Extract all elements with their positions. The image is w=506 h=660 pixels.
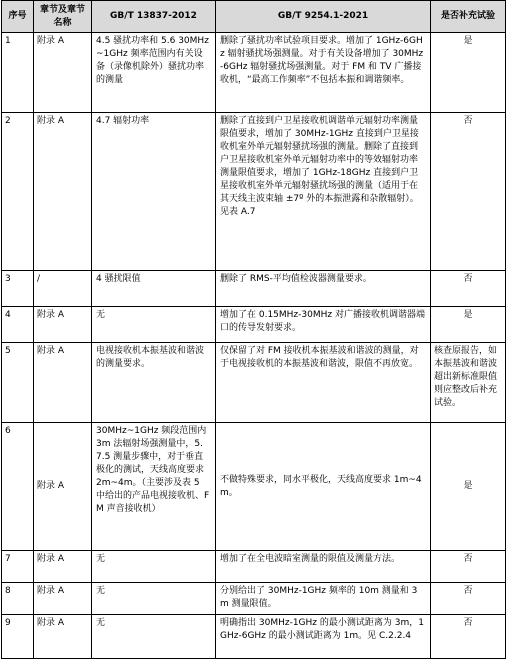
table-row [2, 33, 506, 113]
row-supplement: 否 [431, 271, 506, 307]
row-new-standard: 增加了在全电波暗室测量的限值及测量方法。 [216, 551, 431, 583]
row-supplement: 否 [431, 615, 506, 659]
table-row [2, 615, 506, 659]
row-chapter: 附录 A [34, 615, 92, 659]
row-old-standard: 无 [92, 307, 216, 343]
row-new-standard: 分别给出了 30MHz-1GHz 频率的 10m 测量和 3m 测量限值。 [216, 583, 431, 615]
row-chapter: 附录 A [34, 583, 92, 615]
table-header-row [2, 1, 506, 33]
row-supplement: 是 [431, 423, 506, 551]
table-row [2, 423, 506, 551]
table-row [2, 307, 506, 343]
row-chapter: 附录 A [34, 113, 92, 271]
table-row [2, 113, 506, 271]
row-chapter: 附录 A [34, 343, 92, 423]
row-supplement: 核查原报告，如本振基波和谐波超出新标准限值则应整改后补充试验。 [431, 343, 506, 423]
row-new-standard: 删除了 RMS-平均值检波器测量要求。 [216, 271, 431, 307]
row-old-standard: 30MHz~1GHz 频段范围内 3m 法辐射场强测量中，5.7.5 测量步骤中，对于垂直极化的测试，天线高度要求 2m~4m。（主要涉及表 5 中给出的产品电视接收机、FM 声音接收机） [92, 423, 216, 551]
row-no: 2 [2, 113, 34, 271]
table-row [2, 551, 506, 583]
row-new-standard: 删除了骚扰功率试验项目要求。增加了 1GHz-6GHz 辐射骚扰场强测量。对于有关设备增加了 30MHz-6GHz 辐射骚扰场强测量。对于 FM 和 TV 广播接收机，“最高工作频率”不包括本振和调谐频率。 [216, 33, 431, 113]
row-new-standard: 删除了直接到户卫星接收机调谐单元辐射功率测量限值要求，增加了 30MHz-1GHz 直接到户卫星接收机室外单元辐射骚扰场强的测量。删除了直接到户卫星接收机室外单元辐射功率中的等效辐射功率测量限值要求，增加了 1GHz-18GHz 直接到户卫星接收机室外单元辐射骚扰场强的测量（适用于在其天线主波束轴 ±7º 外的本振泄露和杂散辐射）。见表 A.7 [216, 113, 431, 271]
row-chapter: 附录 A [34, 33, 92, 113]
row-no: 3 [2, 271, 34, 307]
comparison-table [1, 0, 506, 659]
row-old-standard: 4.5 骚扰功率和 5.6 30MHz~1GHz 频率范围内有关设备（录像机除外）骚扰功率的测量 [92, 33, 216, 113]
row-no: 8 [2, 583, 34, 615]
row-supplement: 是 [431, 33, 506, 113]
header-old-standard: GB/T 13837-2012 [92, 1, 216, 33]
row-supplement: 是 [431, 307, 506, 343]
row-no: 1 [2, 33, 34, 113]
row-chapter: 附录 A [34, 551, 92, 583]
row-no: 7 [2, 551, 34, 583]
header-no: 序号 [2, 1, 34, 33]
row-chapter: 附录 A [34, 307, 92, 343]
row-no: 4 [2, 307, 34, 343]
row-no: 5 [2, 343, 34, 423]
row-supplement: 否 [431, 113, 506, 271]
header-supplement: 是否补充试验 [431, 1, 506, 33]
row-no: 9 [2, 615, 34, 659]
row-new-standard: 明确指出 30MHz-1GHz 的最小测试距离为 3m，1GHz-6GHz 的最小测试距离为 1m。见 C.2.2.4 [216, 615, 431, 659]
row-old-standard: 无 [92, 551, 216, 583]
table-row [2, 271, 506, 307]
row-new-standard: 不做特殊要求，同水平极化，天线高度要求 1m~4m。 [216, 423, 431, 551]
row-old-standard: 4.7 辐射功率 [92, 113, 216, 271]
table-row [2, 343, 506, 423]
row-chapter: 附录 A [34, 423, 92, 551]
row-old-standard: 无 [92, 615, 216, 659]
row-new-standard: 仅保留了对 FM 接收机本振基波和谐波的测量，对于电视接收机的本振基波和谐波，限值不再放宽。 [216, 343, 431, 423]
row-old-standard: 电视接收机本振基波和谐波的测量要求。 [92, 343, 216, 423]
row-new-standard: 增加了在 0.15MHz-30MHz 对广播接收机调谐器端口的传导发射要求。 [216, 307, 431, 343]
header-new-standard: GB/T 9254.1-2021 [216, 1, 431, 33]
row-supplement: 否 [431, 551, 506, 583]
row-chapter: / [34, 271, 92, 307]
header-chapter: 章节及章节名称 [34, 1, 92, 33]
row-old-standard: 无 [92, 583, 216, 615]
row-supplement: 否 [431, 583, 506, 615]
row-no: 6 [2, 423, 34, 551]
table-row [2, 583, 506, 615]
row-old-standard: 4 骚扰限值 [92, 271, 216, 307]
